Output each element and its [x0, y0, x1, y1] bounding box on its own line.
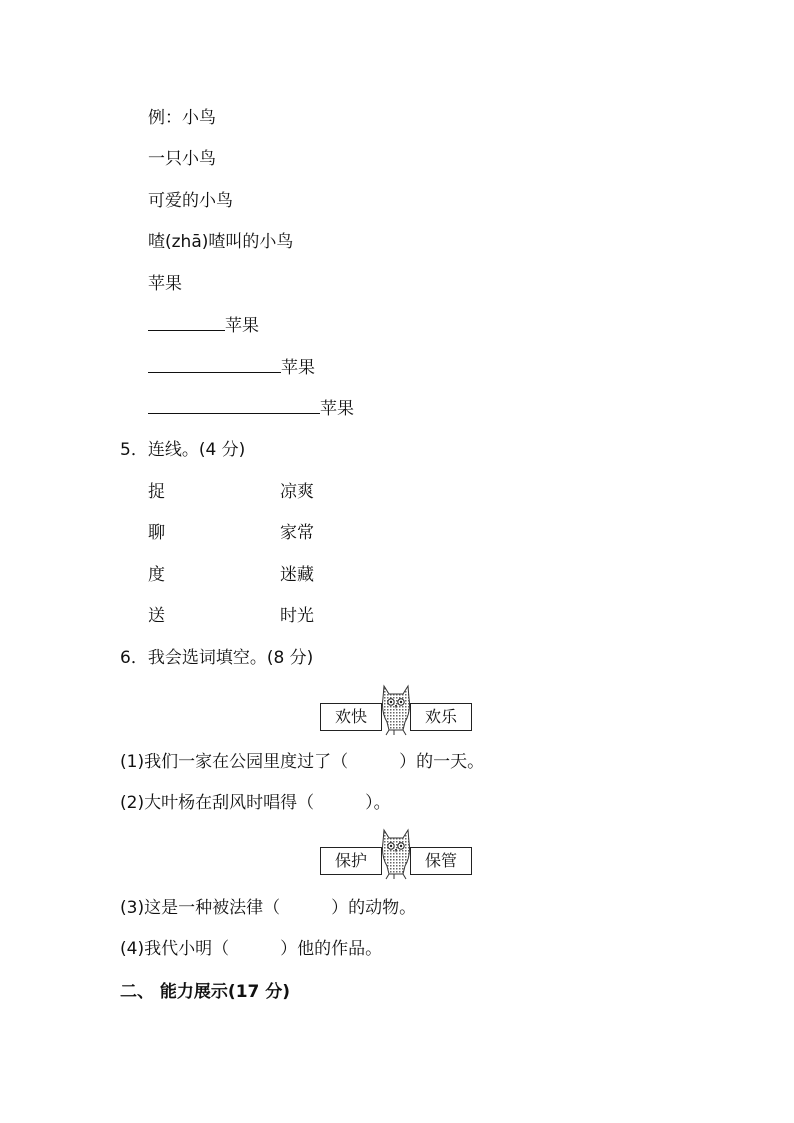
word-box-huankuai: 欢快	[320, 703, 382, 731]
apple-blank-label-3: 苹果	[320, 399, 354, 419]
q5-title: 5．连线。(4 分)	[120, 440, 246, 460]
example-label: 例：小鸟	[148, 108, 216, 128]
q5-right-2[interactable]: 家常	[280, 523, 314, 543]
q6-sentence-4: (4)我代小明（ ）他的作品。	[120, 939, 383, 959]
q6-sentence-1: (1)我们一家在公园里度过了（ ）的一天。	[120, 752, 485, 772]
section-2-heading: 二、 能力展示(17 分)	[120, 982, 291, 1002]
example-line-3: 喳(zhā)喳叫的小鸟	[148, 232, 294, 252]
word-box-huanle: 欢乐	[410, 703, 472, 731]
owl-icon	[378, 682, 414, 736]
fill-blank-1[interactable]	[148, 314, 225, 331]
q5-left-3[interactable]: 度	[148, 565, 165, 585]
q5-left-4[interactable]: 送	[148, 606, 165, 626]
fill-blank-3[interactable]	[148, 397, 320, 414]
q5-right-3[interactable]: 迷藏	[280, 565, 314, 585]
q6-sentence-3: (3)这是一种被法律（ ）的动物。	[120, 898, 417, 918]
word-box-baohu: 保护	[320, 847, 382, 875]
example-line-1: 一只小鸟	[148, 149, 216, 169]
q5-right-1[interactable]: 凉爽	[280, 482, 314, 502]
q6-sentence-2: (2)大叶杨在刮风时唱得（ ）。	[120, 793, 391, 813]
word-box-baoguan: 保管	[410, 847, 472, 875]
fill-blank-2[interactable]	[148, 356, 281, 373]
example-line-2: 可爱的小鸟	[148, 191, 233, 211]
q5-left-1[interactable]: 捉	[148, 482, 165, 502]
apple-word: 苹果	[148, 274, 182, 294]
q6-title: 6．我会选词填空。(8 分)	[120, 648, 314, 668]
owl-icon	[378, 826, 414, 880]
q5-left-2[interactable]: 聊	[148, 523, 165, 543]
q5-right-4[interactable]: 时光	[280, 606, 314, 626]
apple-blank-label-1: 苹果	[225, 316, 259, 336]
apple-blank-line-3[interactable]	[148, 397, 354, 420]
apple-blank-line-1[interactable]	[148, 314, 259, 337]
apple-blank-label-2: 苹果	[281, 358, 315, 378]
apple-blank-line-2[interactable]	[148, 356, 315, 379]
